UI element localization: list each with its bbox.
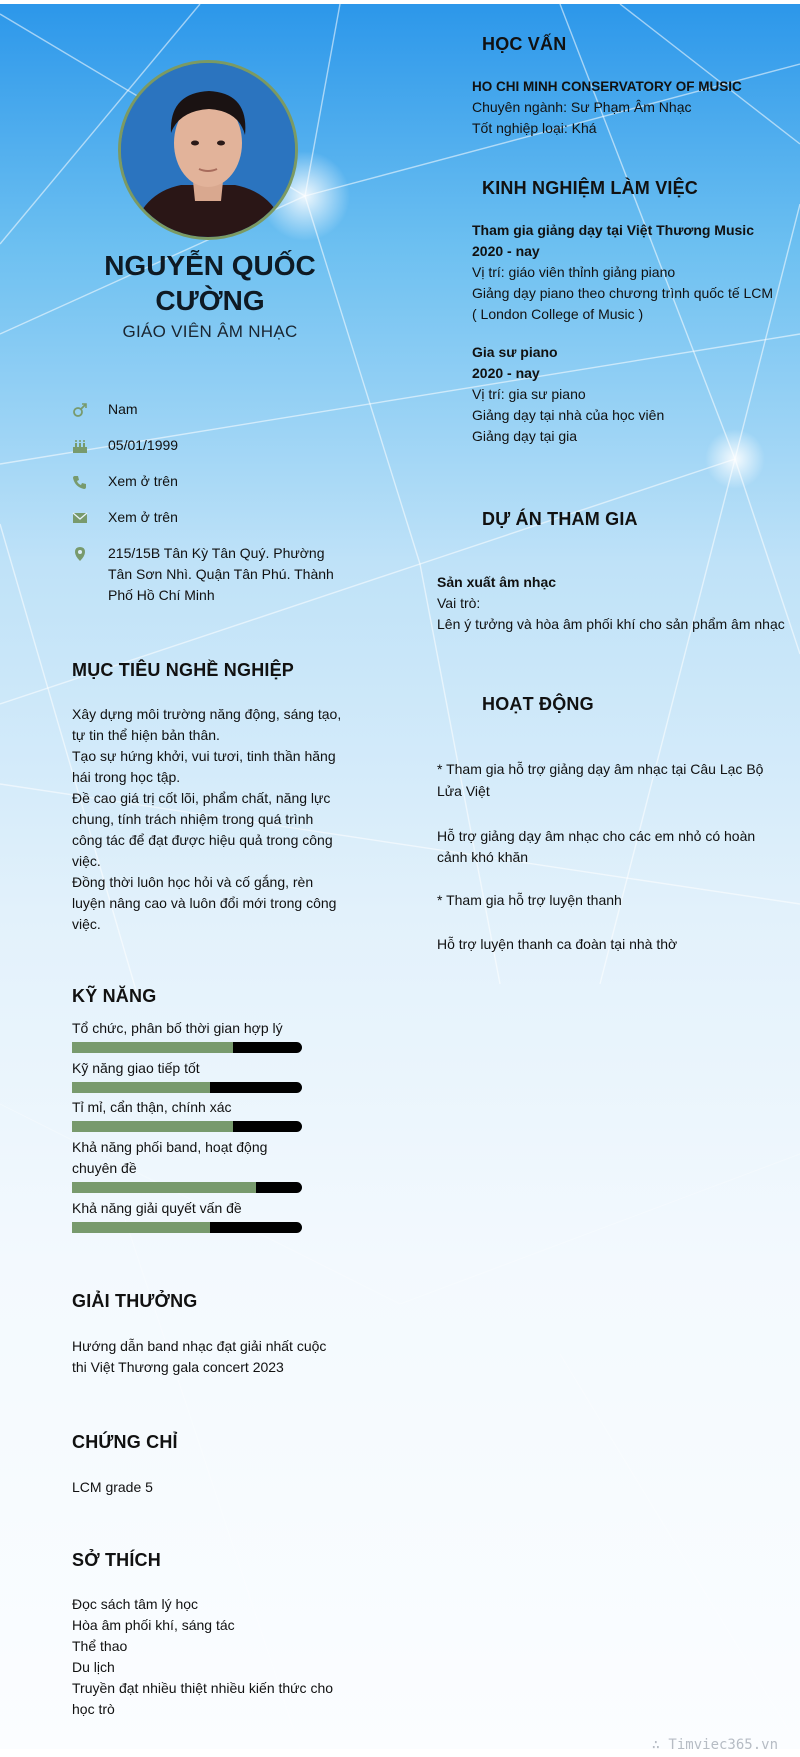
activity-4: Hỗ trợ luyện thanh ca đoàn tại nhà thờ (437, 936, 678, 952)
education-major: Chuyên ngành: Sư Phạm Âm Nhạc (472, 99, 692, 115)
person-name-line2: CƯỜNG (155, 285, 265, 316)
project-desc: Lên ý tưởng và hòa âm phối khí cho sản phẩm âm nhạc (437, 616, 785, 632)
awards-text (72, 1336, 342, 1378)
hobby-item: Đọc sách tâm lý học (72, 1596, 199, 1612)
phone-value: Xem ở trên (108, 473, 178, 489)
hobbies-title: SỞ THÍCH (72, 1550, 161, 1570)
watermark: ∴ Timviec365.vn (651, 1737, 778, 1753)
awards-line: Hướng dẫn band nhạc đạt giải nhất cuộc (72, 1338, 327, 1354)
school-name: HO CHI MINH CONSERVATORY OF MUSIC (472, 79, 742, 94)
skill-bar-fill (72, 1222, 210, 1233)
skill-label: Kỹ năng giao tiếp tốt (72, 1060, 200, 1076)
gender-value: Nam (108, 401, 138, 417)
skills-title: KỸ NĂNG (72, 986, 157, 1006)
skill-label: Tỉ mỉ, cẩn thận, chính xác (72, 1099, 232, 1115)
objective-line: luyện nâng cao và luôn đổi mới trong công (72, 895, 337, 911)
objective-line: Tạo sự hứng khởi, vui tươi, tinh thần hăng (72, 748, 336, 764)
objective-line: Xây dựng môi trường năng động, sáng tạo, (72, 706, 342, 722)
hobby-item: Truyền đạt nhiều thiệt nhiều kiến thức cho (72, 1680, 334, 1696)
activity-line: cảnh khó khăn (437, 849, 529, 865)
address-line: Phố Hồ Chí Minh (108, 587, 215, 603)
objective-text (72, 704, 342, 935)
objective-line: việc. (72, 853, 101, 869)
certificates-title: CHỨNG CHỈ (72, 1432, 178, 1452)
skill-label-line: chuyên đề (72, 1160, 137, 1176)
skill-bar (72, 1042, 302, 1053)
person-name (90, 248, 330, 318)
job-detail: Giảng dạy tại nhà của học viên (472, 407, 665, 423)
objective-title: MỤC TIÊU NGHỀ NGHIỆP (72, 660, 295, 680)
job-detail: Giảng dạy piano theo chương trình quốc tế LCM (472, 285, 774, 301)
email-value: Xem ở trên (108, 509, 178, 525)
education-grade: Tốt nghiệp loại: Khá (472, 120, 597, 136)
job-period: 2020 - nay (472, 365, 540, 381)
address-line: 215/15B Tân Kỳ Tân Quý. Phường (108, 545, 325, 561)
experience-job-2 (472, 342, 792, 447)
cv-page (0, 4, 800, 1749)
location-pin-icon (72, 546, 88, 562)
skill-label: Tổ chức, phân bố thời gian hợp lý (72, 1020, 283, 1036)
skill-bar (72, 1182, 302, 1193)
job-title: GIÁO VIÊN ÂM NHẠC (122, 322, 298, 341)
activity-3: * Tham gia hỗ trợ luyện thanh (437, 892, 622, 908)
projects-title: DỰ ÁN THAM GIA (482, 509, 638, 529)
activities-title: HOẠT ĐỘNG (482, 694, 594, 714)
hobbies-list (72, 1594, 342, 1720)
skill-bar-fill (72, 1121, 233, 1132)
objective-line: việc. (72, 916, 101, 932)
education-title: HỌC VẤN (482, 34, 567, 54)
objective-line: tự tin thể hiện bản thân. (72, 727, 220, 743)
address-value (108, 543, 348, 606)
job-detail: ( London College of Music ) (472, 306, 644, 322)
skill-bar (72, 1222, 302, 1233)
skill-bar (72, 1082, 302, 1093)
job-detail: Vị trí: giáo viên thỉnh giảng piano (472, 264, 676, 280)
objective-line: công tác để đạt được hiệu quả trong công (72, 832, 333, 848)
activity-line: Lửa Việt (437, 783, 490, 799)
skill-label: Khả năng giải quyết vấn đề (72, 1200, 242, 1216)
project-name: Sản xuất âm nhạc (437, 574, 557, 590)
activity-1 (437, 758, 784, 802)
experience-title: KINH NGHIỆM LÀM VIỆC (482, 178, 699, 198)
birthday-cake-icon (72, 438, 88, 454)
experience-job-1 (472, 220, 792, 325)
job-company: Tham gia giảng dạy tại Việt Thương Music (472, 222, 754, 238)
project-role: Vai trò: (437, 595, 481, 611)
activity-line: * Tham gia hỗ trợ giảng dạy âm nhạc tại Câu Lạc Bộ (437, 761, 764, 777)
gender-icon (72, 402, 88, 418)
skill-label-line: Khả năng phối band, hoạt động (72, 1139, 268, 1155)
skill-bar-fill (72, 1042, 233, 1053)
activity-2 (437, 826, 784, 868)
person-name-line1: NGUYỄN QUỐC (104, 250, 316, 281)
hobby-item: Thể thao (72, 1638, 128, 1654)
skill-bar (72, 1121, 302, 1132)
birthday-value: 05/01/1999 (108, 437, 179, 453)
job-company: Gia sư piano (472, 344, 558, 360)
certificate-item: LCM grade 5 (72, 1479, 153, 1495)
activity-line: Hỗ trợ giảng dạy âm nhạc cho các em nhỏ có hoàn (437, 828, 756, 844)
address-line: Tân Sơn Nhì. Quận Tân Phú. Thành (108, 566, 334, 582)
objective-line: hái trong học tập. (72, 769, 181, 785)
education-block (472, 76, 792, 139)
job-period: 2020 - nay (472, 243, 540, 259)
job-detail: Vị trí: gia sư piano (472, 386, 586, 402)
job-detail: Giảng dạy tại gia (472, 428, 578, 444)
phone-icon (72, 474, 88, 490)
skill-bar-fill (72, 1082, 210, 1093)
awards-line: thi Việt Thương gala concert 2023 (72, 1359, 284, 1375)
email-icon (72, 510, 88, 526)
objective-line: Đề cao giá trị cốt lõi, phẩm chất, năng lực (72, 790, 331, 806)
awards-title: GIẢI THƯỞNG (72, 1291, 198, 1311)
profile-photo (118, 60, 298, 240)
objective-line: chung, tính trách nhiệm trong quá trình (72, 811, 314, 827)
objective-line: Đồng thời luôn học hỏi và cố gắng, rèn (72, 874, 314, 890)
project-block (437, 572, 792, 635)
skill-label (72, 1137, 298, 1179)
skill-bar-fill (72, 1182, 256, 1193)
hobby-item: Du lịch (72, 1659, 115, 1675)
hobby-item: Hòa âm phối khí, sáng tác (72, 1617, 235, 1633)
hobby-item: học trò (72, 1701, 115, 1717)
